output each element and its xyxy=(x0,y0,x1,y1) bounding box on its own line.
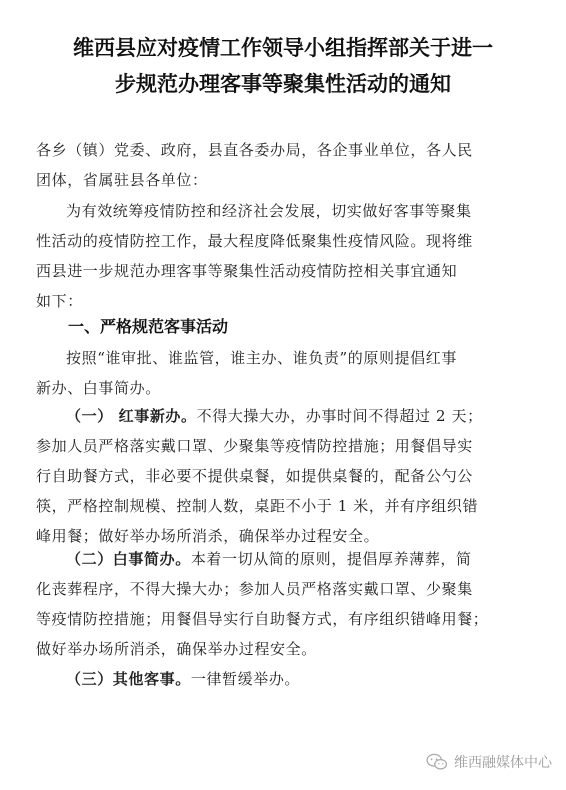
white-event-text: 本着一切从简的原则，提倡厚养薄葬，简 xyxy=(190,550,472,568)
section-1-line: 新办、白事简办。 xyxy=(36,379,161,397)
other-event-paragraph xyxy=(36,664,532,694)
red-event-line: 参加人员严格落实戴口罩、少聚集等疫情防控措施；用餐倡导实 xyxy=(36,437,473,455)
title-line-2: 步规范办理客事等聚集性活动的通知 xyxy=(115,72,451,96)
addressee-line: 团体，省属驻县各单位： xyxy=(36,171,208,189)
other-event-line xyxy=(36,664,532,694)
wechat-icon xyxy=(426,753,448,771)
document-title xyxy=(20,30,546,102)
white-event-first-line xyxy=(36,544,532,574)
intro-line: 性活动的疫情防控工作，最大程度降低聚集性疫情风险。现将维 xyxy=(36,232,473,250)
intro-line: 为有效统筹疫情防控和经济社会发展，切实做好客事等聚集 xyxy=(66,202,472,220)
other-event-text: 一律暂缓举办。 xyxy=(190,670,301,688)
red-event-paragraph xyxy=(36,401,532,551)
white-event-line: 做好举办场所消杀，确保举办过程安全。 xyxy=(36,640,317,658)
red-event-text: 不得大操大办，办事时间不得超过 2 天； xyxy=(196,407,483,425)
section-1-heading: 一、严格规范客事活动 xyxy=(68,317,229,336)
intro-line: 西县进一步规范办理客事等聚集性活动疫情防控相关事宜通知 xyxy=(36,262,458,280)
addressee-line: 各乡（镇）党委、政府，县直各委办局，各企事业单位，各人民 xyxy=(36,141,473,159)
section-1-line: 按照“谁审批、谁监管，谁主办、谁负责”的原则提倡红事 xyxy=(66,349,457,367)
white-event-line: 等疫情防控措施；用餐倡导实行自助餐方式，有序组织错峰用餐； xyxy=(36,610,489,628)
intro-paragraph xyxy=(36,196,532,316)
watermark-text: 维西融媒体中心 xyxy=(454,755,552,771)
white-event-line: 化丧葬程序，不得大操大办；参加人员严格落实戴口罩、少聚集 xyxy=(36,580,473,598)
title-line-1: 维西县应对疫情工作领导小组指挥部关于进一 xyxy=(73,36,493,60)
intro-line: 如下： xyxy=(36,292,83,310)
white-event-paragraph xyxy=(36,544,532,664)
section-1-paragraph xyxy=(36,343,532,403)
red-event-first-line xyxy=(36,401,532,431)
addressee-paragraph xyxy=(36,135,532,195)
white-event-label: （二）白事简办。 xyxy=(66,550,191,568)
red-event-label: （一） 红事新办。 xyxy=(66,407,197,425)
watermark xyxy=(426,752,552,772)
red-event-line: 峰用餐；做好举办场所消杀，确保举办过程安全。 xyxy=(36,527,380,545)
red-event-line: 筷，严格控制规模、控制人数，桌距不小于 1 米，并有序组织错 xyxy=(36,497,479,515)
other-event-label: （三）其他客事。 xyxy=(66,670,191,688)
red-event-line: 行自助餐方式，非必要不提供桌餐，如提供桌餐的，配备公勺公 xyxy=(36,467,473,485)
